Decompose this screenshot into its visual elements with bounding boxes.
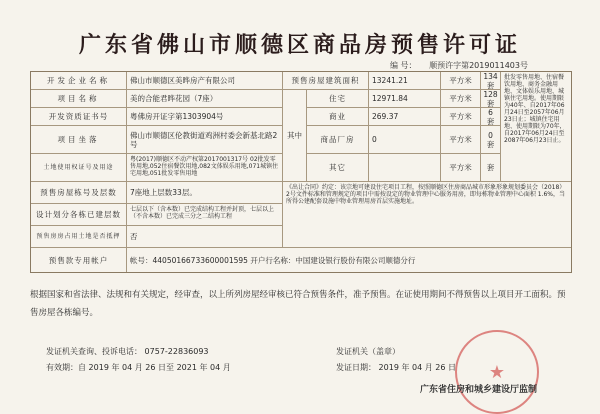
other-unit: 平方米 — [441, 154, 481, 182]
developer-label: 开发企业名称 — [31, 72, 127, 90]
office-count: 0 套 — [481, 126, 501, 154]
residential-label: 住宅 — [307, 90, 369, 108]
valid-to-month: 04 — [210, 363, 221, 372]
official-seal — [455, 330, 539, 414]
mortgage-value: 否 — [127, 226, 283, 248]
serial-number — [390, 60, 528, 71]
land-use-note: 批发零售用地、住宿餐饮用地、商务金融用地、文体娱乐用地、城镇住宅用地。使用期限为40年、自2017年06月24日至2057年06月23日止；城镇住宅用地、使用期限为70年，自2017年06月24日至2087年06月23日止。 — [501, 72, 571, 182]
floors-label: 预售房屋栋号及层数 — [31, 182, 127, 204]
developer-value: 佛山市顺德区美晔房产有限公司 — [127, 72, 283, 90]
total-area-count: 134 套 — [481, 72, 501, 90]
commercial-unit: 平方米 — [441, 108, 481, 126]
commercial-value: 269.37 — [369, 108, 441, 126]
office-label: 商品厂房 — [307, 126, 369, 154]
phone-line — [46, 346, 209, 357]
other-label: 其它 — [307, 154, 369, 182]
location-label: 项目坐落 — [31, 126, 127, 154]
validity-label: 有效期：自 — [46, 363, 86, 372]
total-area-label: 预售房屋建筑面积 — [283, 72, 369, 90]
issue-year: 2019 — [378, 363, 399, 372]
issue-date-label: 发证日期： — [336, 363, 376, 372]
project-value: 美的合能君晔花园（7座） — [127, 90, 283, 108]
account-label: 预售款专用帐户 — [31, 248, 127, 272]
certificate-table — [30, 71, 572, 273]
land-value: 粤(2017)顺德区不动产权第2017001317号 02批发零售用地,052住宿餐饮用地,082文体娱乐用地,071城镇住宅用地,051批发零售用地 — [127, 154, 283, 182]
residential-value: 12971.84 — [369, 90, 441, 108]
floors-value: 7座地上层数33层。 — [127, 182, 283, 204]
cert-label: 开发资质证书号 — [31, 108, 127, 126]
certificate-title: 广东省佛山市顺德区商品房预售许可证 — [78, 33, 521, 58]
valid-from-day: 26 — [145, 363, 156, 372]
serial-value: 顺预许字第2019011403号 — [429, 61, 528, 70]
commercial-count: 6 套 — [481, 108, 501, 126]
account-value: 帐号：44050166733600001595 开户行名称：中国建设银行股份有限公司顺德分行 — [130, 255, 416, 265]
residential-unit: 平方米 — [441, 90, 481, 108]
approval-notice: 根据国家和省法律、法规和有关规定，经审查，以上所列房屋经审核已符合预售条件，准予预售。在证使用期间不得预售以上项目开工面积。预售房屋各栋编号。 — [30, 290, 566, 318]
supervising-department: 广东省住房和城乡建设厅监制 — [420, 385, 538, 395]
valid-from-month: 04 — [122, 363, 133, 372]
issuer-label: 发证机关（盖章） — [336, 347, 400, 356]
issue-month: 04 — [412, 363, 423, 372]
issue-date-line: 发证日期： 2019 年 04 月 26 日 — [336, 363, 457, 372]
seal-star-icon: ★ — [488, 361, 506, 383]
serial-label: 编 号： — [390, 61, 417, 70]
residential-count: 128 套 — [481, 90, 501, 108]
cert-value: 粤佛房开证字第1303904号 — [127, 108, 283, 126]
total-area-value: 13241.21 — [369, 72, 441, 90]
zhong-label: 其中 — [283, 90, 307, 182]
contract-note: 《出让合同》约定：该宗地可建设住宅项目工程，按照顺德区住房商品城市形象形象规划委员会（2018）2号文件标准和管理规定的项目中需按设定的物业管理中心服务用房，即每栋物业管理中心面积 1.6%，当所得公建配套设施中物业管理用房首层实施地址。 — [283, 182, 571, 248]
valid-from-year: 2019 — [88, 363, 109, 372]
land-label: 土地使用权证号及用途 — [31, 154, 127, 182]
location-value: 佛山市顺德区伦教街道鸡洲村委会新基北路2号 — [127, 126, 283, 154]
steps-label: 设计划分各栋已建层数 — [31, 204, 127, 226]
validity-line: 有效期：自 2019 年 04 月 26 日至 2021 年 04 月 — [46, 363, 231, 372]
mortgage-label: 预售房房占用土地是否抵押 — [31, 226, 127, 248]
steps-value: 七层以下（含本数）已完成结构工程并封顶，七层以上（不含本数）已完成三分之二结构工程 — [127, 204, 283, 226]
other-value — [369, 154, 441, 182]
project-label: 项目名称 — [31, 90, 127, 108]
issue-day: 26 — [435, 363, 446, 372]
phone-label: 发证机关查询、投诉电话： — [46, 347, 142, 356]
office-unit: 平方米 — [441, 126, 481, 154]
office-value: 0 — [369, 126, 441, 154]
commercial-label: 商业 — [307, 108, 369, 126]
valid-to-year: 2021 — [176, 363, 197, 372]
phone-value: 0757-22836093 — [144, 347, 209, 356]
total-area-unit: 平方米 — [441, 72, 481, 90]
other-count: 套 — [481, 154, 501, 182]
